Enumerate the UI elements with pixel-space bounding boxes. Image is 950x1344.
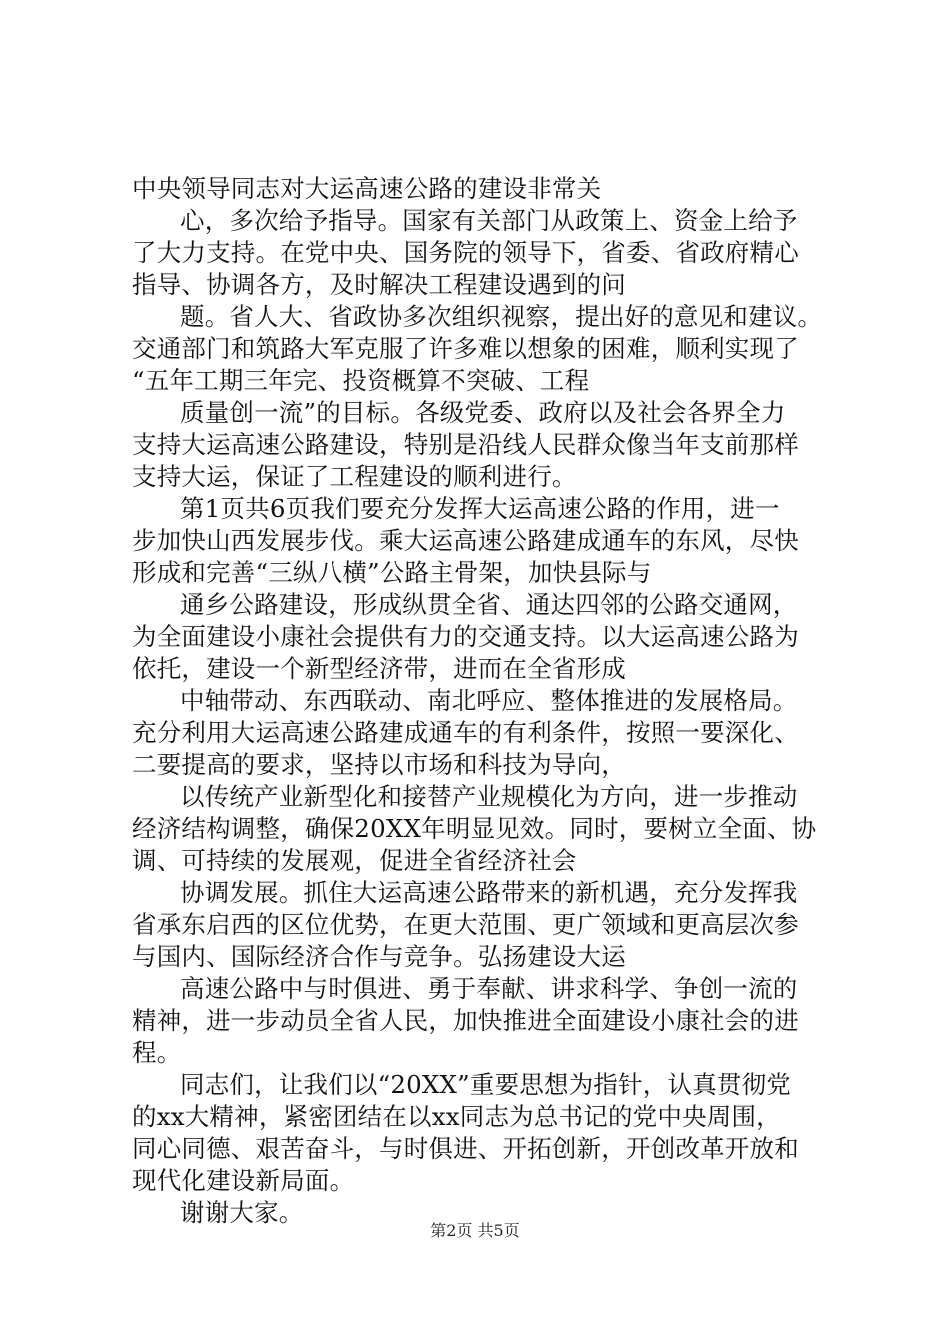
text-line: 程。 — [132, 1038, 182, 1067]
text-line: 题。省人大、省政协多次组织视察，提出好的意见和建议。 — [180, 302, 823, 331]
text-line: 中央领导同志对大运高速公路的建设非常关 — [132, 174, 602, 203]
text-line: 协调发展。抓住大运高速公路带来的新机遇，充分发挥我 — [180, 878, 798, 907]
text-line: “五年工期三年完、投资概算不突破、工程 — [132, 366, 590, 395]
text-line: 第1页共6页我们要充分发挥大运高速公路的作用，进一 — [180, 494, 780, 523]
text-line: 充分利用大运高速公路建成通车的有利条件，按照一要深化、 — [132, 718, 799, 747]
text-line: 以传统产业新型化和接替产业规模化为方向，进一步推动 — [180, 782, 798, 811]
text-line: 高速公路中与时俱进、勇于奉献、讲求科学、争创一流的 — [180, 974, 798, 1003]
text-line: 的xx大精神，紧密团结在以xx同志为总书记的党中央周围， — [132, 1102, 781, 1131]
text-line: 经济结构调整，确保20XX年明显见效。同时，要树立全面、协 — [132, 814, 817, 843]
text-line: 同心同德、艰苦奋斗，与时俱进、开拓创新，开创改革开放和 — [132, 1134, 799, 1163]
page-footer: 第2页 共5页 — [430, 1221, 520, 1240]
text-line: 步加快山西发展步伐。乘大运高速公路建成通车的东风，尽快 — [132, 526, 799, 555]
text-line: 现代化建设新局面。 — [132, 1166, 355, 1195]
text-line: 质量创一流”的目标。各级党委、政府以及社会各界全力 — [180, 398, 786, 427]
text-line: 与国内、国际经济合作与竞争。弘扬建设大运 — [132, 942, 626, 971]
text-line: 支持大运，保证了工程建设的顺利进行。 — [132, 462, 577, 491]
text-line: 通乡公路建设，形成纵贯全省、通达四邻的公路交通网， — [180, 590, 798, 619]
text-line: 交通部门和筑路大军克服了许多难以想象的困难，顺利实现了 — [132, 334, 799, 363]
text-line: 为全面建设小康社会提供有力的交通支持。以大运高速公路为 — [132, 622, 799, 651]
text-line: 精神，进一步动员全省人民，加快推进全面建设小康社会的进 — [132, 1006, 799, 1035]
text-line: 调、可持续的发展观，促进全省经济社会 — [132, 846, 577, 875]
text-line: 同志们，让我们以“20XX”重要思想为指针，认真贯彻党 — [180, 1070, 792, 1099]
text-line: 省承东启西的区位优势，在更大范围、更广领域和更高层次参 — [132, 910, 799, 939]
text-line: 中轴带动、东西联动、南北呼应、整体推进的发展格局。 — [180, 686, 798, 715]
text-line: 了大力支持。在党中央、国务院的领导下，省委、省政府精心 — [132, 238, 799, 267]
text-line: 谢谢大家。 — [180, 1198, 304, 1227]
text-line: 二要提高的要求，坚持以市场和科技为导向， — [132, 750, 626, 779]
text-line: 指导、协调各方，及时解决工程建设遇到的问 — [132, 270, 626, 299]
text-line: 形成和完善“三纵八横”公路主骨架，加快县际与 — [132, 558, 652, 587]
text-line: 心，多次给予指导。国家有关部门从政策上、资金上给予 — [180, 206, 798, 235]
text-line: 依托，建设一个新型经济带，进而在全省形成 — [132, 654, 626, 683]
text-line: 支持大运高速公路建设，特别是沿线人民群众像当年支前那样 — [132, 430, 799, 459]
